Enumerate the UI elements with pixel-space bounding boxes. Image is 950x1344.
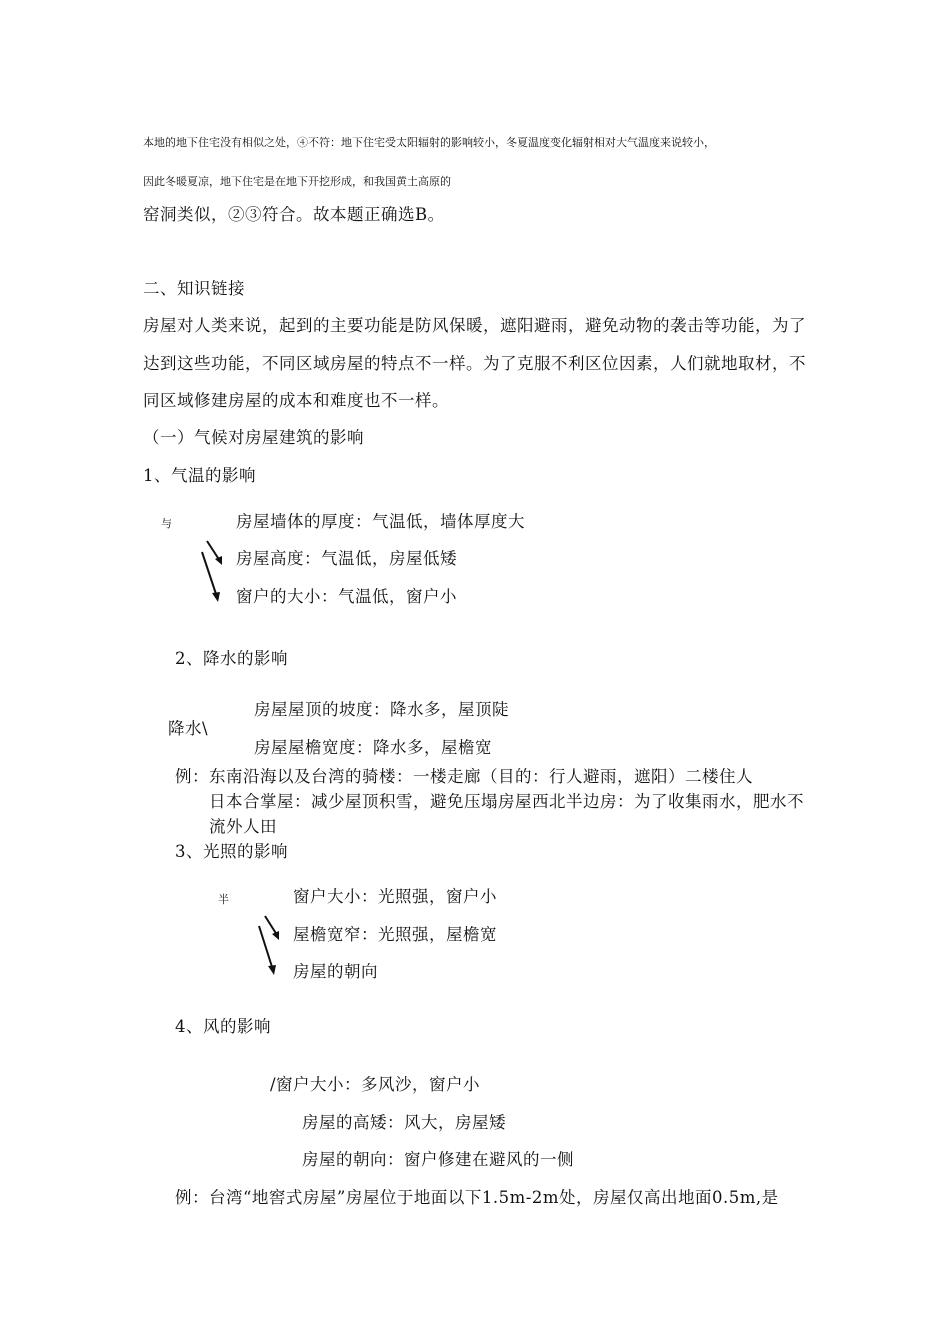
rain-label: 降水\ (168, 719, 209, 738)
temp-item-2: 房屋高度：气温低，房屋低矮 (236, 549, 457, 568)
rain-example-1: 例：东南沿海以及台湾的骑楼：一楼走廊（目的：行人避雨，遮阳）二楼住人 (175, 767, 753, 786)
para-line-2: 达到这些功能，不同区域房屋的特点不一样。为了克服不利区位因素，人们就地取材，不 (143, 354, 806, 373)
intro-line-2: 因此冬暖夏凉，地下住宅是在地下开挖形成，和我国黄土高原的 (143, 175, 451, 188)
rain-heading: 2、降水的影响 (175, 649, 288, 668)
arrow-short-icon (207, 541, 222, 565)
subsection-title: （一）气候对房屋建筑的影响 (143, 428, 364, 447)
wind-item-2: 房屋的高矮：风大，房屋矮 (302, 1113, 506, 1132)
light-arrows (252, 910, 292, 985)
temp-mark: 与 (161, 517, 172, 530)
light-item-1: 窗户大小：光照强，窗户小 (293, 887, 497, 906)
wind-heading: 4、风的影响 (175, 1017, 271, 1036)
arrow-short-icon (265, 916, 279, 940)
rain-item-2: 房屋屋檐宽度：降水多，屋檐宽 (254, 738, 492, 757)
rain-example-2: 日本合掌屋：减少屋顶积雪，避免压塌房屋西北半边房：为了收集雨水，肥水不 (209, 792, 804, 811)
wind-example: 例：台湾“地窖式房屋”房屋位于地面以下1.5m-2m处，房屋仅高出地面0.5m,是 (175, 1188, 779, 1207)
light-heading: 3、光照的影响 (175, 842, 288, 861)
section-title: 二、知识链接 (143, 279, 245, 298)
temp-heading: 1、气温的影响 (143, 466, 256, 485)
intro-line-1: 本地的地下住宅没有相似之处，④不符：地下住宅受太阳辐射的影响较小，冬夏温度变化辐射相对大气温度来说较小， (143, 136, 715, 149)
wind-item-3: 房屋的朝向：窗户修建在避风的一侧 (302, 1150, 574, 1169)
para-line-1: 房屋对人类来说，起到的主要功能是防风保暖，遮阳避雨，避免动物的袭击等功能，为了 (143, 316, 806, 335)
light-item-3: 房屋的朝向 (293, 962, 378, 981)
arrow-long-icon (259, 926, 276, 975)
light-mark: 半 (218, 893, 229, 906)
temp-item-3: 窗户的大小：气温低，窗户小 (236, 587, 457, 606)
intro-line-3: 窑洞类似，②③符合。故本题正确选B。 (143, 205, 445, 224)
temp-arrows (195, 535, 235, 610)
rain-item-1: 房屋屋顶的坡度：降水多，屋顶陡 (254, 700, 509, 719)
wind-item-1: /窗户大小：多风沙，窗户小 (270, 1075, 481, 1094)
light-item-2: 屋檐宽窄：光照强，屋檐宽 (293, 925, 497, 944)
para-line-3: 同区域修建房屋的成本和难度也不一样。 (143, 391, 449, 410)
temp-item-1: 房屋墙体的厚度：气温低，墙体厚度大 (236, 512, 525, 531)
rain-example-3: 流外人田 (209, 817, 277, 836)
